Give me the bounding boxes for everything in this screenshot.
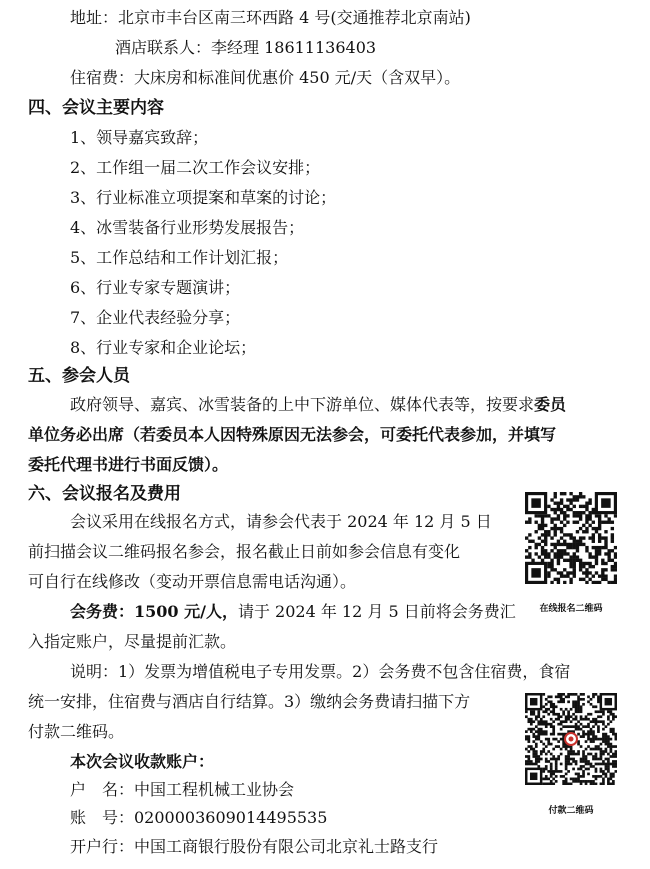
- registration-line2: 前扫描会议二维码报名参会，报名截止日前如参会信息有变化: [28, 542, 461, 561]
- payment-qr-caption: 付款二维码: [548, 806, 594, 816]
- attendees-line2: 单位务必出席（若委员本人因特殊原因无法参会，可委托代表参加，并填写: [28, 425, 557, 444]
- lodging-fee: 住宿费：大床房和标准间优惠价 450 元/天（含双早）。: [70, 68, 461, 87]
- attendees-line1: [70, 395, 566, 415]
- agenda-item-2: 2、工作组一届二次工作会议安排；: [70, 158, 321, 177]
- registration-qr-code[interactable]: [525, 492, 617, 584]
- qr-pattern: [525, 693, 617, 785]
- fee-amount: 会务费：1500 元/人，: [70, 602, 238, 621]
- fee-line2: 入指定账户，尽量提前汇款。: [28, 632, 237, 651]
- agenda-item-1: 1、领导嘉宾致辞；: [70, 128, 209, 147]
- agenda-item-4: 4、冰雪装备行业形势发展报告；: [70, 218, 305, 237]
- registration-qr-caption: 在线报名二维码: [539, 604, 603, 614]
- attendees-line3: 委托代理书进行书面反馈）。: [28, 455, 229, 474]
- fee-line1: [70, 602, 516, 622]
- registration-line1: 会议采用在线报名方式，请参会代表于 2024 年 12 月 5 日: [70, 512, 492, 531]
- note-line3: 付款二维码。: [28, 722, 125, 741]
- note-line2: 统一安排，住宿费与酒店自行结算。3）缴纳会务费请扫描下方: [28, 692, 471, 711]
- agenda-item-8: 8、行业专家和企业论坛；: [70, 338, 257, 357]
- agenda-item-5: 5、工作总结和工作计划汇报；: [70, 248, 289, 267]
- payment-qr-code[interactable]: [525, 693, 617, 785]
- qr-pattern: [525, 492, 617, 584]
- fee-deadline: 请于 2024 年 12 月 5 日前将会务费汇: [237, 602, 516, 621]
- section6-title: 六、会议报名及费用: [28, 484, 181, 504]
- section5-title: 五、参会人员: [28, 366, 130, 386]
- hotel-contact: 酒店联系人：李经理 18611136403: [115, 38, 377, 57]
- agenda-item-6: 6、行业专家专题演讲；: [70, 278, 241, 297]
- agenda-item-7: 7、企业代表经验分享；: [70, 308, 241, 327]
- agenda-item-3: 3、行业标准立项提案和草案的讨论；: [70, 188, 337, 207]
- address-line: 地址：北京市丰台区南三环西路 4 号(交通推荐北京南站): [70, 8, 471, 27]
- account-title: 本次会议收款账户：: [70, 752, 215, 771]
- registration-line3: 可自行在线修改（变动开票信息需电话沟通）。: [28, 572, 357, 591]
- account-number: 账 号：0200003609014495535: [70, 808, 328, 827]
- note-line1: 说明：1）发票为增值税电子专用发票。2）会务费不包含住宿费，食宿: [70, 662, 571, 681]
- bank-branch: 开户行：中国工商银行股份有限公司北京礼士路支行: [70, 837, 439, 856]
- account-name: 户 名：中国工程机械工业协会: [70, 780, 295, 799]
- attendees-bold: 委员: [534, 395, 567, 414]
- attendees-normal: 政府领导、嘉宾、冰雪装备的上中下游单位、媒体代表等，按要求: [70, 395, 535, 414]
- section4-title: 四、会议主要内容: [28, 98, 164, 118]
